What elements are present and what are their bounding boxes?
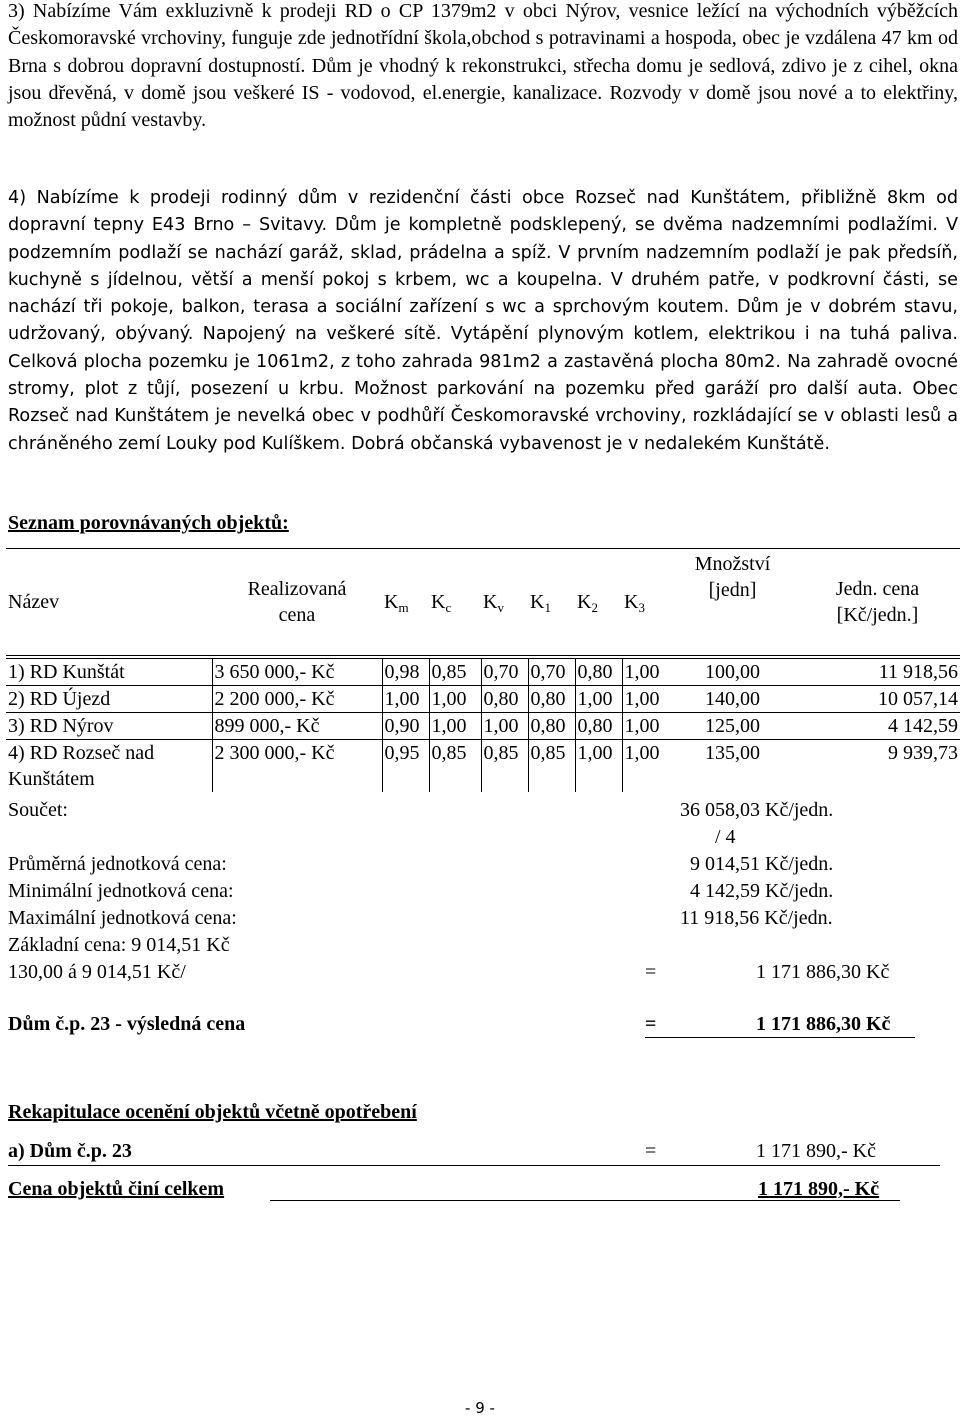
calculation-value: 1 171 886,30 Kč xyxy=(756,961,890,983)
recap-item-value: 1 171 890,- Kč xyxy=(756,1140,876,1162)
header-k2: $K_2$ xyxy=(575,549,622,656)
header-unit-price: Jedn. cena [Kč/jedn.] xyxy=(795,549,960,656)
comparison-heading: Seznam porovnávaných objektů: xyxy=(8,512,289,534)
result-underline xyxy=(645,1037,915,1038)
result-label: Dům č.p. 23 - výsledná cena xyxy=(8,1013,246,1035)
recap-separator xyxy=(8,1165,940,1166)
recap-total-value: 1 171 890,- Kč xyxy=(758,1178,880,1200)
header-quantity: Množství [jedn] xyxy=(670,549,795,656)
header-kc: $K_c$ xyxy=(429,549,481,656)
result-value: 1 171 886,30 Kč xyxy=(756,1013,891,1035)
sum-value: 36 058,03 Kč/jedn. xyxy=(680,799,834,821)
minimum-label: Minimální jednotková cena: xyxy=(8,880,234,902)
average-label: Průměrná jednotková cena: xyxy=(8,853,227,875)
minimum-value: 4 142,59 Kč/jedn. xyxy=(690,880,834,902)
calculation-label: 130,00 á 9 014,51 Kč/ xyxy=(8,961,186,983)
base-price-label: Základní cena: 9 014,51 Kč xyxy=(8,934,230,956)
sum-divisor: / 4 xyxy=(715,826,736,848)
table-header-row xyxy=(6,549,960,656)
recap-total-label: Cena objektů činí celkem xyxy=(8,1178,225,1200)
result-equals: = xyxy=(645,1013,657,1035)
header-kv: $K_v$ xyxy=(481,549,528,656)
header-k1: $K_1$ xyxy=(528,549,575,656)
recap-item-equals: = xyxy=(645,1140,657,1162)
recap-total-underline xyxy=(270,1200,900,1201)
paragraph-offer-4: 4) Nabízíme k prodeji rodinný dům v rezidenční části obce Rozseč nad Kunštátem, přibližně 8km od dopravní tepny E43 Brno – Svitavy. Dům je kompletně podsklepený, se dvěma nadzemními podlažími. V podzemním podlaží se nachází garáž, sklad, prádelna a spíž. V prvním nadzemním podlaží je pak předsíň, kuchyně s jídelnou, větší a menší pokoj s krbem, wc a koupelna. V druhém patře, v podkrovní části, se nachází tři pokoje, balkon, terasa a sociální zařízení s wc a sprchovým koutem. Dům je v dobrém stavu, udržovaný, obývaný. Napojený na veškeré sítě. Vytápění plynovým kotlem, elektrikou i na tuhá paliva. Celková plocha pozemku je 1061m2, z toho zahrada 981m2 a zastavěná plocha 80m2. Na zahradě ovocné stromy, plot z tůjí, posezení u krbu. Možnost parkování na pozemku před garáží pro další auta. Obec Rozseč nad Kunštátem je nevelká obec v podhůří Českomoravské vrchoviny, rozkládající se v oblasti lesů a chráněného zemí Louky pod Kulíškem. Dobrá občanská vybavenost je v nedalekém Kunštátě. xyxy=(8,188,958,454)
page-number: - 9 - xyxy=(465,1399,495,1417)
recap-heading: Rekapitulace ocenění objektů včetně opotřebení xyxy=(8,1101,417,1123)
header-price: Realizovaná cena xyxy=(212,549,382,656)
table-row: 1) RD Kunštát 3 650 000,- Kč 0,98 0,85 0,70 0,70 0,80 1,00 100,00 11 918,56 xyxy=(6,659,960,686)
table-row: 4) RD Rozseč nad Kunštátem 2 300 000,- Kč 0,95 0,85 0,85 0,85 1,00 1,00 135,00 9 939,73 xyxy=(6,740,960,793)
comparison-table xyxy=(6,548,960,792)
maximum-value: 11 918,56 Kč/jedn. xyxy=(680,907,833,929)
maximum-label: Maximální jednotková cena: xyxy=(8,907,237,929)
calculation-equals: = xyxy=(645,961,657,983)
sum-label: Součet: xyxy=(8,799,68,821)
header-k3: $K_3$ xyxy=(622,549,670,656)
header-name: Název xyxy=(6,549,212,656)
recap-item-label: a) Dům č.p. 23 xyxy=(8,1140,132,1162)
table-row: 3) RD Nýrov 899 000,- Kč 0,90 1,00 1,00 0,80 0,80 1,00 125,00 4 142,59 xyxy=(6,713,960,740)
paragraph-offer-3: 3) Nabízíme Vám exkluzivně k prodeji RD o CP 1379m2 v obci Nýrov, vesnice ležící na východních výběžcích Českomoravské vrchoviny, funguje zde jednotřídní škola,obchod s potravinami a hospoda, obec je vzdálena 47 km od Brna s dobrou dopravní dostupností. Dům je vhodný k rekonstrukci, střecha domu je sedlová, zdivo je z cihel, okna jsou dřevěná, v domě jsou veškeré IS - vodovod, el.energie, kanalizace. Rozvody v domě jsou nové a to elektřiny, možnost půdní vestavby. xyxy=(8,0,958,132)
table-row: 2) RD Újezd 2 200 000,- Kč 1,00 1,00 0,80 0,80 1,00 1,00 140,00 10 057,14 xyxy=(6,686,960,713)
average-value: 9 014,51 Kč/jedn. xyxy=(690,853,834,875)
header-km: $K_m$ xyxy=(382,549,429,656)
